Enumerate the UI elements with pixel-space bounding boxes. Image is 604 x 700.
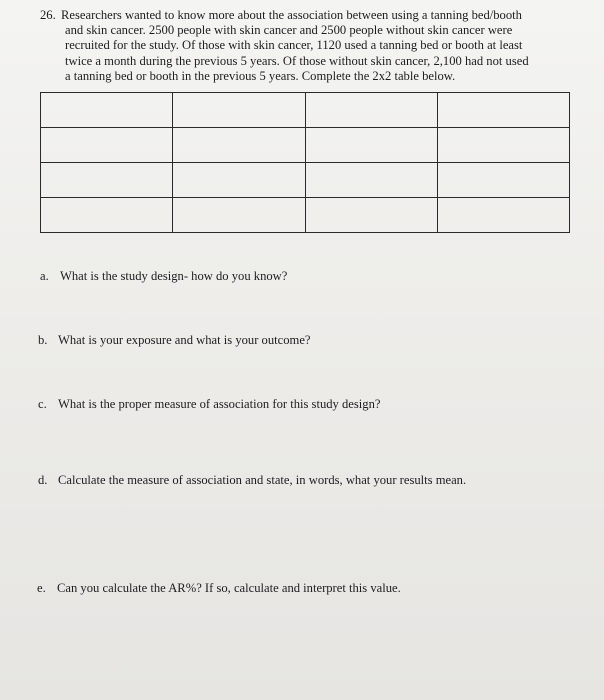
item-letter: a. (40, 269, 49, 283)
question-item-e (37, 580, 401, 596)
item-letter: e. (37, 581, 46, 595)
item-letter: b. (38, 333, 48, 347)
table-cell (305, 198, 437, 233)
table-row (41, 93, 570, 128)
item-letter: d. (38, 473, 48, 487)
table-cell (173, 198, 305, 233)
question-item-a (40, 268, 287, 284)
item-letter: c. (38, 397, 47, 411)
table-cell (41, 128, 173, 163)
item-text: What is the proper measure of association for this study design? (58, 397, 381, 411)
question-26 (40, 8, 580, 84)
question-item-d (38, 472, 466, 488)
table-cell (437, 93, 569, 128)
question-text-line: twice a month during the previous 5 years. Of those without skin cancer, 2,100 had not used (65, 53, 529, 68)
table-cell (41, 93, 173, 128)
table-cell (305, 93, 437, 128)
table-cell (305, 163, 437, 198)
question-number: 26. (40, 8, 56, 22)
table-cell (305, 128, 437, 163)
table-row (41, 198, 570, 233)
table-cell (41, 163, 173, 198)
question-text-line: a tanning bed or booth in the previous 5 years. Complete the 2x2 table below. (65, 68, 456, 83)
table-cell (173, 128, 305, 163)
table-cell (437, 163, 569, 198)
table-cell (173, 163, 305, 198)
table-row (41, 163, 570, 198)
item-text: Can you calculate the AR%? If so, calculate and interpret this value. (57, 581, 401, 595)
table-cell (173, 93, 305, 128)
table-cell (437, 198, 569, 233)
item-text: What is the study design- how do you know? (60, 269, 288, 283)
question-text-line: and skin cancer. 2500 people with skin cancer and 2500 people without skin cancer were (65, 23, 513, 38)
question-item-c (38, 396, 380, 412)
table-row (41, 128, 570, 163)
two-by-two-table (40, 92, 570, 233)
item-text: Calculate the measure of association and state, in words, what your results mean. (58, 473, 467, 487)
table-cell (41, 198, 173, 233)
question-item-b (38, 332, 311, 348)
item-text: What is your exposure and what is your outcome? (58, 333, 311, 347)
question-text-line: recruited for the study. Of those with skin cancer, 1120 used a tanning bed or booth at least (65, 38, 523, 53)
question-text-line: Researchers wanted to know more about the association between using a tanning bed/booth (61, 8, 522, 22)
table-cell (437, 128, 569, 163)
